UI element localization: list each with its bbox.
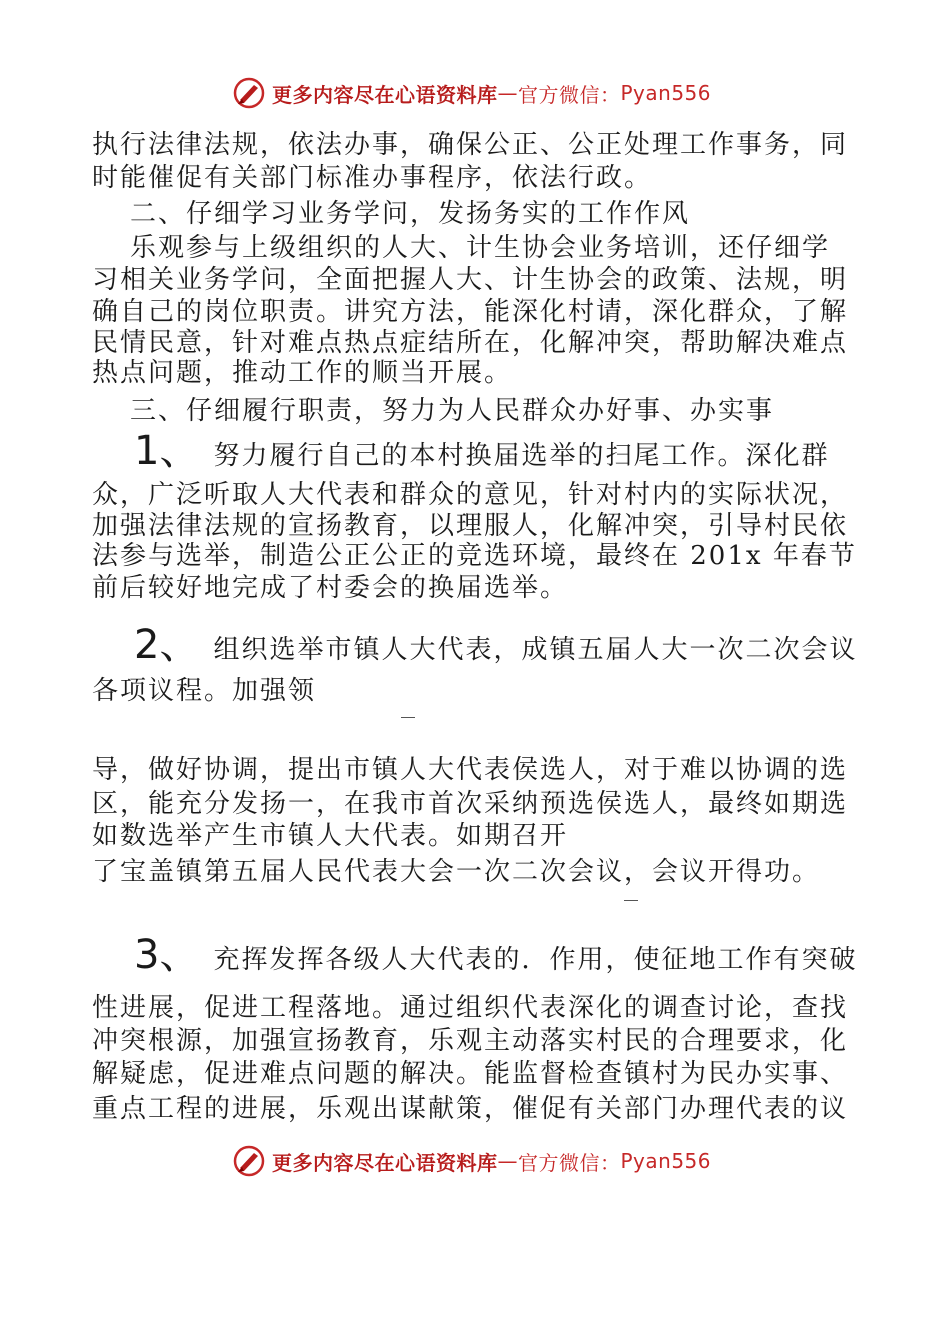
body-line: 导，做好协调，提出市镇人大代表侯选人，对于难以协调的选 — [92, 755, 849, 785]
banner-brand: 更多内容尽在心语资料库 — [272, 82, 498, 107]
body-line: 民情民意，针对难点热点症结所在，化解冲突，帮助解决难点 — [92, 328, 849, 358]
body-line: 了宝盖镇第五届人民代表大会一次二次会议，会议开得功。 — [92, 857, 821, 887]
body-line: 法参与选举，制造公正公正的竞选环境，最终在 201x 年春节 — [92, 541, 857, 571]
item-2-number: 2、 — [134, 622, 200, 668]
body-line: 前后较好地完成了村委会的换届选举。 — [92, 573, 569, 603]
banner-wechat-id: Pyan556 — [620, 1149, 712, 1173]
item-1-text: 努力履行自己的本村换届选举的扫尾工作。深化群 — [213, 441, 830, 471]
section-heading-2: 二、仔细学习业务学问，发扬务实的工作作风 — [130, 199, 691, 229]
body-line: 众，广泛听取人大代表和群众的意见，针对村内的实际状况， — [92, 480, 849, 510]
banner-brand: 更多内容尽在心语资料库 — [272, 1150, 498, 1175]
body-line: 习相关业务学问，全面把握人大、计生协会的政策、法规，明 — [92, 265, 849, 295]
body-line: 解疑虑，促进难点问题的解决。能监督检查镇村为民办实事、 — [92, 1059, 849, 1089]
body-line: 执行法律法规，依法办事，确保公正、公正处理工作事务，同 — [92, 130, 849, 160]
banner-dash: — — [497, 81, 518, 105]
body-line: 热点问题，推动工作的顺当开展。 — [92, 358, 513, 388]
banner-dash: — — [497, 1149, 518, 1173]
section-heading-3: 三、仔细履行职责，努力为人民群众办好事、办实事 — [130, 396, 775, 426]
page-mark — [401, 717, 415, 718]
item-1-first-line — [92, 428, 830, 474]
item-3-text: 充挥发挥各级人大代表的．作用，使征地工作有突破 — [213, 945, 858, 975]
page-mark — [624, 900, 638, 901]
pen-logo-icon — [232, 76, 266, 110]
body-line: 重点工程的进展，乐观出谋献策，催促有关部门办理代表的议 — [92, 1094, 849, 1124]
body-line: 确自己的岗位职责。讲究方法，能深化村请，深化群众，了解 — [92, 297, 849, 327]
item-2-text: 组织选举市镇人大代表，成镇五届人大一次二次会议 — [213, 635, 858, 665]
banner-label: 官方微信： — [518, 82, 621, 107]
body-line: 冲突根源，加强宣扬教育，乐观主动落实村民的合理要求，化 — [92, 1026, 849, 1056]
pen-logo-icon — [232, 1144, 266, 1178]
banner-wechat-id: Pyan556 — [620, 81, 712, 105]
body-line: 如数选举产生市镇人大代表。如期召开 — [92, 821, 569, 851]
body-line: 性进展，促进工程落地。通过组织代表深化的调查讨论，查找 — [92, 993, 849, 1023]
body-line: 各项议程。加强领 — [92, 676, 317, 706]
item-3-first-line — [92, 932, 858, 978]
item-1-number: 1、 — [134, 428, 200, 474]
body-line: 乐观参与上级组织的人大、计生协会业务培训，还仔细学 — [130, 233, 831, 263]
item-2-first-line — [92, 622, 858, 668]
item-3-number: 3、 — [134, 932, 200, 978]
header-watermark-banner — [232, 75, 711, 111]
body-line: 加强法律法规的宣扬教育，以理服人，化解冲突，引导村民依 — [92, 511, 849, 541]
footer-watermark-banner — [232, 1143, 711, 1179]
body-line: 时能催促有关部门标准办事程序，依法行政。 — [92, 163, 653, 193]
body-line: 区，能充分发扬一，在我市首次采纳预选侯选人，最终如期选 — [92, 789, 849, 819]
banner-label: 官方微信： — [518, 1150, 621, 1175]
